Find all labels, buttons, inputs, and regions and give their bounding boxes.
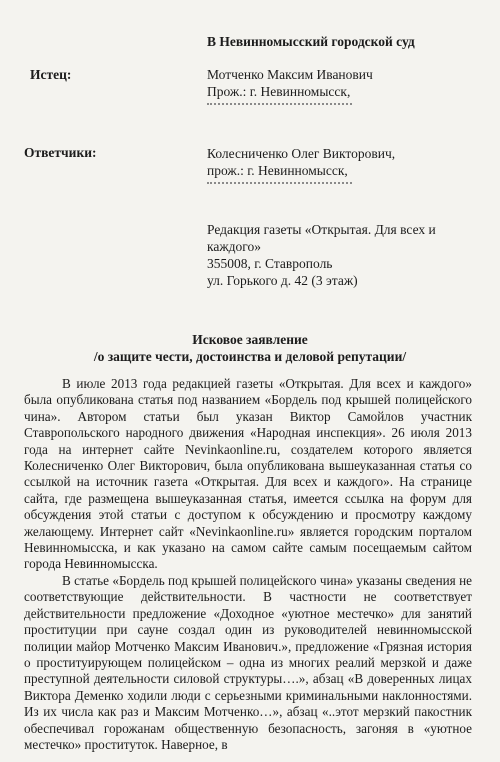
redacted-plaintiff-street [207,103,352,111]
body-paragraph-2: В статье «Бордель под крышей полицейского чина» указаны сведения не соответствующие действительности. В частности не соответствует действительности предложение «Доходное «уютное местечко» для занятий проституции при сауне создал один из руководителей невинномысской полиции майор Мотченко Максим Иванович.», предложение «Грязная история о проституирующем полицейском – одна из многих реалий мерзкой и даже преступной деятельности силовой структуры….», абзац «В доверенных лицах Виктора Деменко ходили люди с серьезными криминальными наклонностями. Из их числа как раз и Максим Мотченко…», абзац «..этот мерзкий пакостник обеспечивал горожанам общественную безопасность, загоняя в «уютное местечко» проституток. Наверное, в [24,572,472,752]
redacted-defendant-street [207,182,352,190]
plaintiff-name: Мотченко Максим Иванович [207,67,373,82]
body-paragraph-1: В июле 2013 года редакцией газеты «Открытая. Для всех и каждого» была опубликована статья под названием «Бордель под крышей полицейского чина». Автором статьи был указан Виктор Самойлов участник Ставропольского народного движения «Народная инспекция». 26 июля 2013 года на интернет сайте Nevinkaonline.ru, создателем которого является Колесниченко Олег Викторович, была опубликована вышеуказанная статья со ссылкой на источник газета «Открытая. Для всех и каждого». На странице сайта, где размещена вышеуказанная статья, имеется ссылка на форум для обсуждения этой статьи с доступом к обсуждению и просмотру каждому желающему. Интернет сайт «Nevinkaonline.ru» является городским порталом Невинномысска, и как указано на самом сайте самым посещаемым сайтом города Невинномысска. [24,376,472,572]
court-addressee: В Невинномысский городской суд [207,34,415,49]
defendant-1-name: Колесниченко Олег Викторович, [207,146,396,161]
defendant-1-address: прож.: г. Невинномысск, [207,163,348,178]
claim-body [24,376,472,753]
defendant-2-postcode-city: 355008, г. Ставрополь [207,256,333,271]
document-subtitle: /о защите чести, достоинства и деловой репутации/ [93,349,407,364]
plaintiff-label: Истец: [30,67,72,82]
document-title: Исковое заявление [192,332,308,347]
defendants-label: Ответчики: [24,145,97,160]
defendant-2-line-1: Редакция газеты «Открытая. Для всех и [207,222,436,237]
defendant-2-street: ул. Горького д. 42 (3 этаж) [207,273,358,288]
plaintiff-address: Прож.: г. Невинномысск, [207,84,351,99]
defendant-2-line-2: каждого» [207,239,261,254]
